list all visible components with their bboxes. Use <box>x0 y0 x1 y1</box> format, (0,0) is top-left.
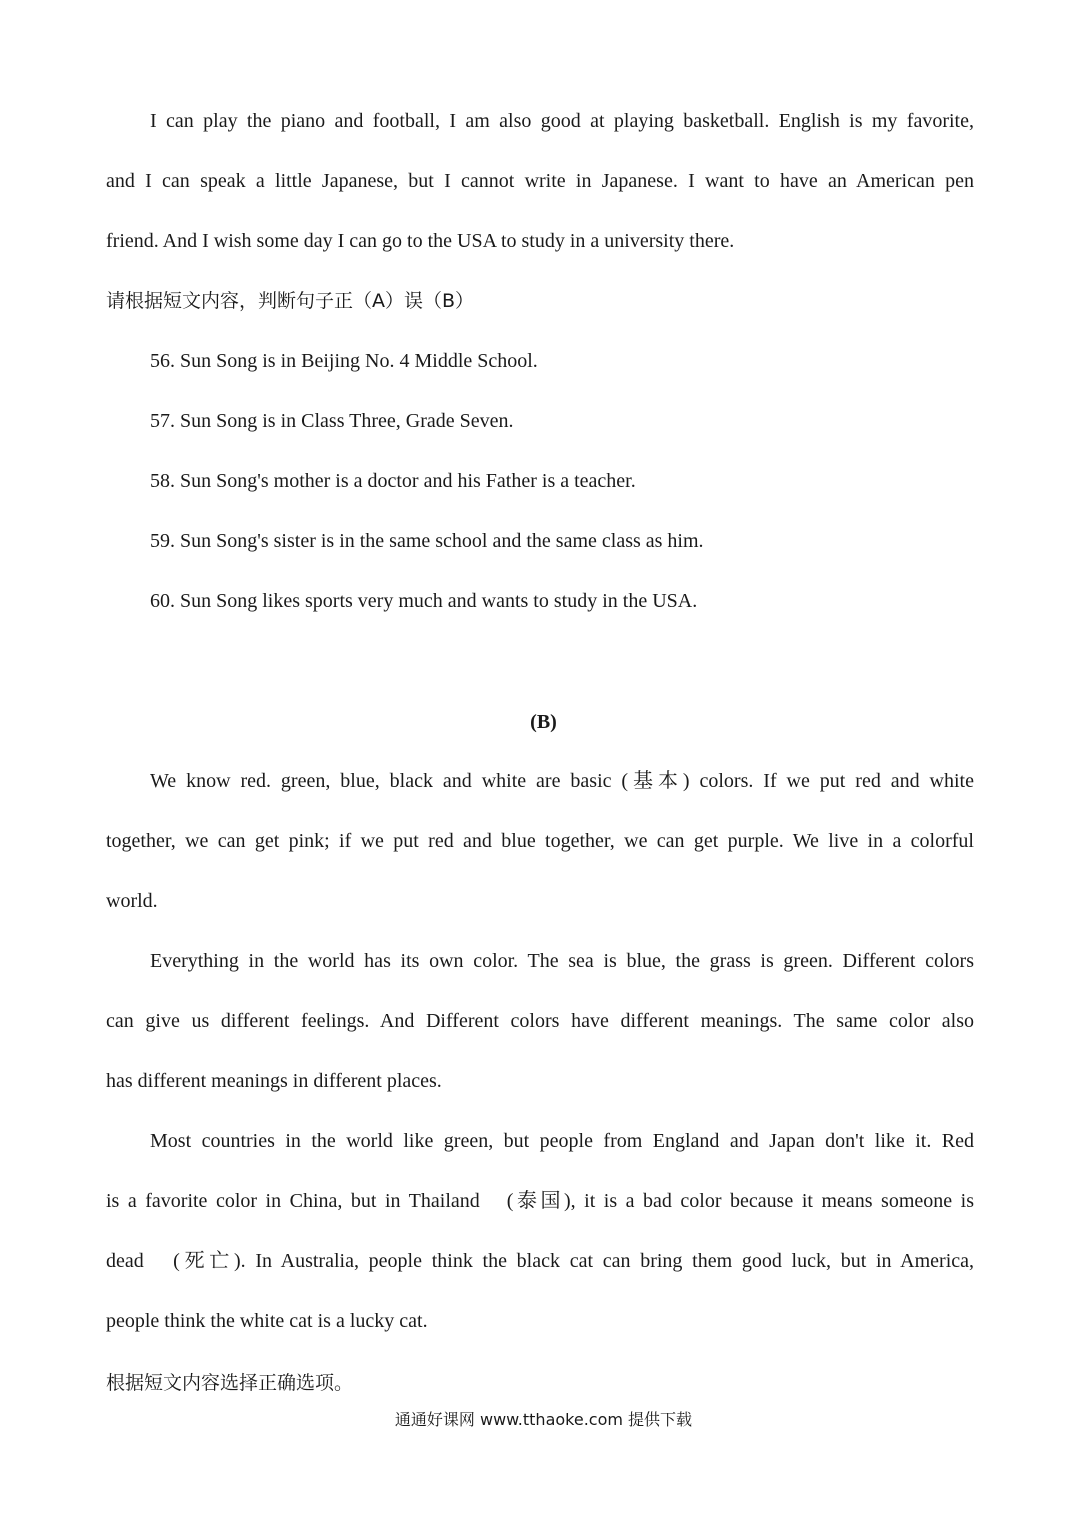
instruction-true-false: 请根据短文内容，判断句子正（A）误（B） <box>106 290 475 312</box>
page-footer: 通通好课网 www.tthaoke.com 提供下载 <box>394 1410 693 1429</box>
passage-b-p1-line-2: together, we can get pink; if we put red and blue together, we can get purple. We live in a colorful <box>106 830 974 852</box>
passage-b-p2-line-1: Everything in the world has its own color. The sea is blue, the grass is green. Different colors <box>150 950 974 972</box>
question-56: 56. Sun Song is in Beijing No. 4 Middle School. <box>150 350 538 372</box>
passage-b-p1-line-1: We know red. green, blue, black and white are basic (基本) colors. If we put red and white <box>150 770 974 792</box>
passage-b-p2-line-3: has different meanings in different places. <box>106 1070 442 1092</box>
question-58: 58. Sun Song's mother is a doctor and his Father is a teacher. <box>150 470 636 492</box>
passage-a-line-3: friend. And I wish some day I can go to the USA to study in a university there. <box>106 230 735 252</box>
passage-b-p3-line-1: Most countries in the world like green, but people from England and Japan don't like it. Red <box>150 1130 974 1152</box>
passage-a-line-1: I can play the piano and football, I am also good at playing basketball. English is my favorite, <box>150 110 974 132</box>
question-59: 59. Sun Song's sister is in the same school and the same class as him. <box>150 530 704 552</box>
passage-a-line-2: and I can speak a little Japanese, but I cannot write in Japanese. I want to have an American pen <box>106 170 974 192</box>
section-b-title: (B) <box>530 711 557 733</box>
question-57: 57. Sun Song is in Class Three, Grade Seven. <box>150 410 514 432</box>
passage-b-p1-line-3: world. <box>106 890 158 912</box>
question-60: 60. Sun Song likes sports very much and wants to study in the USA. <box>150 590 698 612</box>
passage-b-p3-line-3: dead (死亡). In Australia, people think the black cat can bring them good luck, but in America, <box>106 1250 974 1272</box>
passage-b-p2-line-2: can give us different feelings. And Different colors have different meanings. The same color also <box>106 1010 974 1032</box>
passage-b-p3-line-2: is a favorite color in China, but in Thailand (泰国), it is a bad color because it means someone is <box>106 1190 974 1212</box>
instruction-multiple-choice: 根据短文内容选择正确选项。 <box>106 1372 354 1394</box>
passage-b-p3-line-4: people think the white cat is a lucky cat. <box>106 1310 428 1332</box>
